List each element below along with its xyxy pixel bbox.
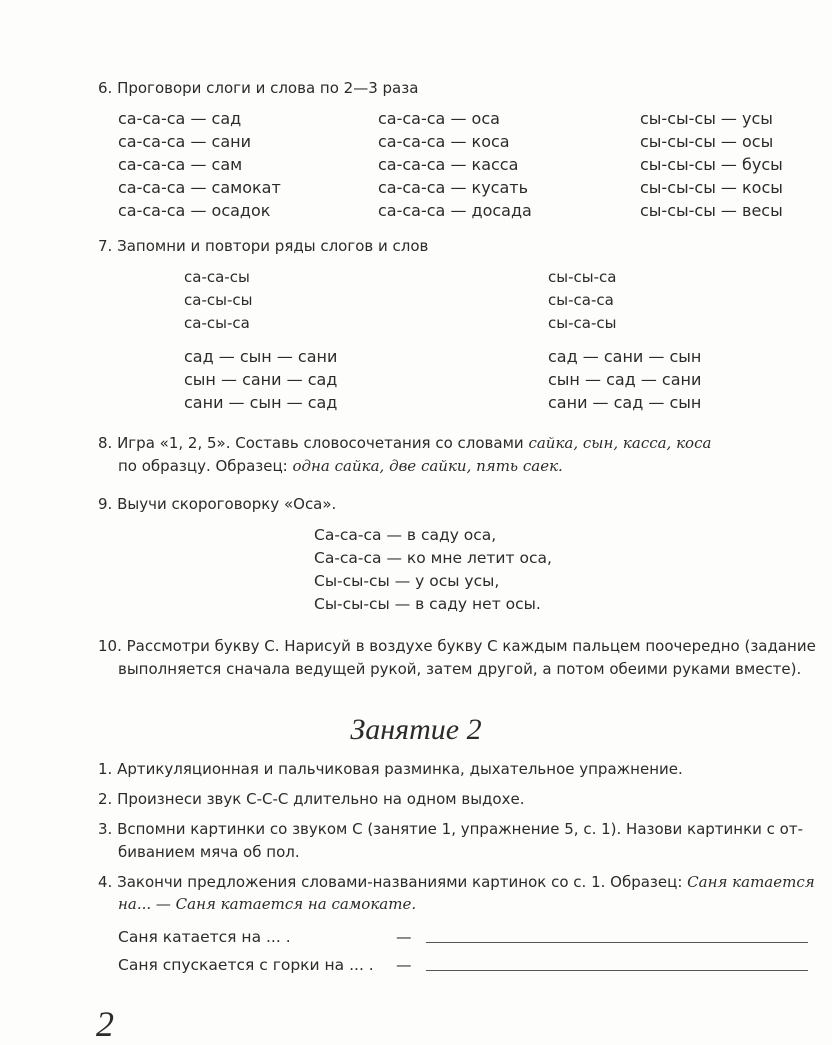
syllable-word-pair: сы-сы-сы — усы (640, 109, 773, 128)
syllable-row: сы-са-са (548, 291, 614, 309)
syllable-word-pair: са-са-са — досада (378, 201, 532, 220)
fill-in-sentence-1: Саня катается на ... . (118, 928, 291, 946)
lesson-2-item-4-line-1 (98, 872, 815, 892)
exercise-8-instruction: 8. Игра «1, 2, 5». Составь словосочетания со словами (98, 434, 529, 452)
poem-line: Сы-сы-сы — в саду нет осы. (314, 595, 541, 613)
lesson-2-item-2: 2. Произнеси звук С-С-С длительно на одном выдохе. (98, 790, 525, 808)
lesson-2-item-4-instruction: 4. Закончи предложения словами-названиями картинок со с. 1. Образец: (98, 873, 688, 891)
syllable-word-pair: са-са-са — сани (118, 132, 251, 151)
poem-line: Са-са-са — ко мне летит оса, (314, 549, 552, 567)
lesson-2-item-3-line-2: бивaнием мяча об пол. (118, 843, 300, 861)
syllable-word-pair: са-са-са — самокат (118, 178, 281, 197)
poem-line: Са-са-са — в саду оса, (314, 526, 497, 544)
exercise-8-sample-label: по образцу. Образец: (118, 457, 293, 475)
word-row: сын — сад — сани (548, 370, 702, 389)
exercise-6-column-1 (118, 107, 281, 222)
lesson-2-item-4-sample-start: Саня катается (687, 873, 815, 891)
exercise-10-line-2: выполняется сначала ведущей рукой, затем другой, а потом обеими руками вместе). (118, 660, 802, 678)
syllable-row: сы-сы-са (548, 268, 617, 286)
syllable-word-pair: сы-сы-сы — бусы (640, 155, 783, 174)
exercise-7-heading: 7. Запомни и повтори ряды слогов и слов (98, 237, 429, 255)
exercise-8-line-2 (118, 456, 563, 476)
syllable-word-pair: сы-сы-сы — осы (640, 132, 774, 151)
lesson-2-item-1: 1. Артикуляционная и пальчиковая разминка, дыхательное упражнение. (98, 760, 683, 778)
syllable-word-pair: са-са-са — сам (118, 155, 243, 174)
syllable-row: са-са-сы (184, 268, 250, 286)
exercise-7-right-syllables (548, 266, 616, 335)
exercise-6-column-3 (640, 107, 783, 222)
word-row: сани — сад — сын (548, 393, 702, 412)
exercise-7-right-words (548, 345, 701, 414)
word-row: сад — сын — сани (184, 347, 338, 366)
syllable-word-pair: са-са-са — кусать (378, 178, 529, 197)
syllable-word-pair: сы-сы-сы — весы (640, 201, 783, 220)
answer-line-2[interactable] (426, 970, 808, 971)
poem-line: Сы-сы-сы — у осы усы, (314, 572, 500, 590)
exercise-8-sample: одна сайка, две сайки, пять саек. (292, 457, 563, 475)
syllable-word-pair: са-са-са — касса (378, 155, 519, 174)
lesson-2-item-4-sample-end: на... — Саня катается на самокате. (118, 895, 417, 913)
fill-in-sentence-2: Саня спускается с горки на ... . (118, 956, 374, 974)
exercise-10-line-1: 10. Рассмотри букву С. Нарисуй в воздухе букву С каждым пальцем поочередно (задание (98, 637, 816, 655)
lesson-2-item-3-line-1: 3. Вспомни картинки со звуком С (занятие 1, упражнение 5, с. 1). Назови картинки с от- (98, 820, 804, 838)
exercise-6-heading: 6. Проговори слоги и слова по 2—3 раза (98, 79, 419, 97)
syllable-row: са-сы-сы (184, 291, 253, 309)
syllable-word-pair: са-са-са — осадок (118, 201, 271, 220)
syllable-word-pair: са-са-са — сад (118, 109, 242, 128)
exercise-8-line-1 (98, 433, 711, 453)
answer-line-1[interactable] (426, 942, 808, 943)
tongue-twister (314, 524, 552, 616)
lesson-2-title: Занятие 2 (350, 713, 482, 746)
syllable-word-pair: са-са-са — оса (378, 109, 500, 128)
word-row: сын — сани — сад (184, 370, 338, 389)
syllable-row: сы-са-сы (548, 314, 617, 332)
fill-in-dash-2: — (396, 956, 412, 974)
exercise-7-left-syllables (184, 266, 252, 335)
exercise-8-word-list: сайка, сын, касса, коса (528, 434, 712, 452)
page-number: 2 (96, 1004, 114, 1044)
exercise-7-left-words (184, 345, 337, 414)
syllable-row: са-сы-са (184, 314, 250, 332)
word-row: сани — сын — сад (184, 393, 338, 412)
word-row: сад — сани — сын (548, 347, 702, 366)
fill-in-dash-1: — (396, 928, 412, 946)
syllable-word-pair: са-са-са — коса (378, 132, 510, 151)
exercise-9-heading: 9. Выучи скороговорку «Оса». (98, 495, 337, 513)
syllable-word-pair: сы-сы-сы — косы (640, 178, 783, 197)
exercise-6-column-2 (378, 107, 532, 222)
